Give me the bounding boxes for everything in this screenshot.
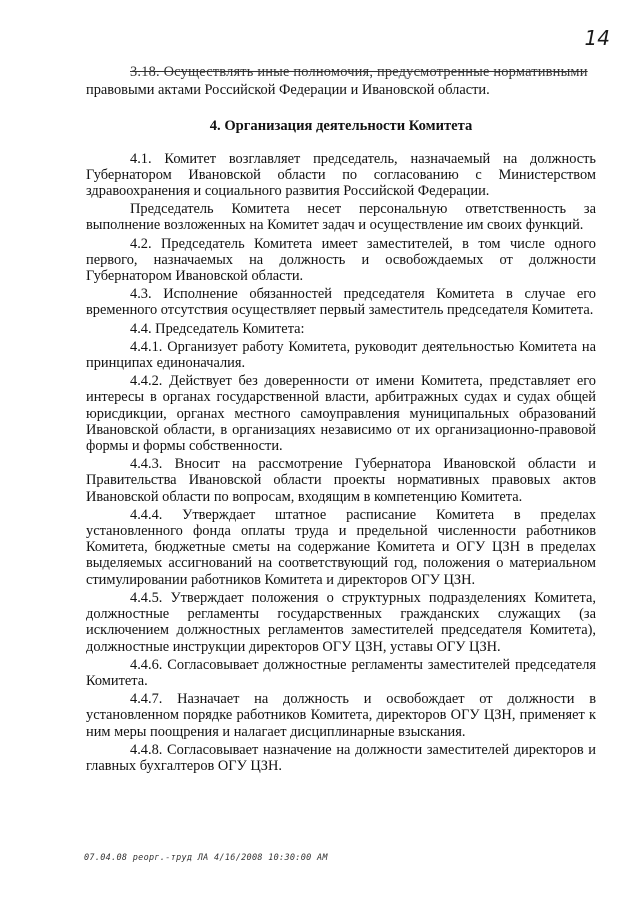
- document-body: [86, 64, 596, 776]
- paragraph-4-4-6: 4.4.6. Согласовывает должностные регламенты заместителей председателя Комитета.: [86, 656, 596, 689]
- paragraph-4-2: 4.2. Председатель Комитета имеет заместителей, в том числе одного первого, назначаемых на должность и освобождаемых от должности Губернатором Ивановской области.: [86, 235, 596, 285]
- paragraph-4-4-4: 4.4.4. Утверждает штатное расписание Комитета в пределах установленного фонда оплаты труда и предельной численности работников Комитета, бюджетные сметы на содержание Комитета и ОГУ ЦЗН в пределах выделяемых ассигнований на соответствующий год, положения о материальном стимулировании работников Комитета и директоров ОГУ ЦЗН.: [86, 506, 596, 588]
- struck-paragraph-line: 3.18. Осуществлять иные полномочия, предусмотренные нормативными: [130, 64, 588, 80]
- paragraph-4-1: 4.1. Комитет возглавляет председатель, назначаемый на должность Губернатором Ивановской области по согласованию с Министерством здравоохранения и социального развития Российской Федерации.: [86, 150, 596, 200]
- paragraph-4-4-5: 4.4.5. Утверждает положения о структурных подразделениях Комитета, должностные регламенты государственных гражданских служащих (за исключением должностных регламентов заместителей председателя Комитета), должностные инструкции директоров ОГУ ЦЗН, уставы ОГУ ЦЗН.: [86, 589, 596, 655]
- paragraph-continuation: правовыми актами Российской Федерации и Ивановской области.: [86, 82, 490, 99]
- page-number: 14: [584, 26, 610, 50]
- paragraph-4-4: 4.4. Председатель Комитета:: [130, 320, 305, 337]
- paragraph-4-4-8: 4.4.8. Согласовывает назначение на должности заместителей директоров и главных бухгалтеров ОГУ ЦЗН.: [86, 741, 596, 774]
- paragraph-4-4-1: 4.4.1. Организует работу Комитета, руководит деятельностью Комитета на принципах единоначалия.: [86, 338, 596, 372]
- print-footer: 07.04.08 реорг.-труд ЛА 4/16/2008 10:30:00 AM: [84, 853, 328, 863]
- paragraph-4-1-responsibility: Председатель Комитета несет персональную ответственность за выполнение возложенных на Комитет задач и осуществление им своих функций.: [86, 201, 596, 234]
- section-heading: 4. Организация деятельности Комитета: [209, 118, 473, 135]
- paragraph-4-4-3: 4.4.3. Вносит на рассмотрение Губернатора Ивановской области и Правительства Ивановской области проекты нормативных правовых актов Ивановской области по вопросам, входящим в компетенцию Комитета.: [86, 456, 596, 505]
- paragraph-4-4-2: 4.4.2. Действует без доверенности от имени Комитета, представляет его интересы в органах государственной власти, арбитражных судах и судах общей юрисдикции, органах местного самоуправления муниципальных образований Ивановской области, в организациях независимо от их организационно-правовой формы и формы собственности.: [86, 373, 596, 455]
- paragraph-4-3: 4.3. Исполнение обязанностей председателя Комитета в случае его временного отсутствия осуществляет первый заместитель председателя Комитета.: [86, 286, 596, 319]
- paragraph-4-4-7: 4.4.7. Назначает на должность и освобождает от должности в установленном порядке работников Комитета, директоров ОГУ ЦЗН, применяет к ним меры поощрения и налагает дисциплинарные взыскания.: [86, 691, 596, 740]
